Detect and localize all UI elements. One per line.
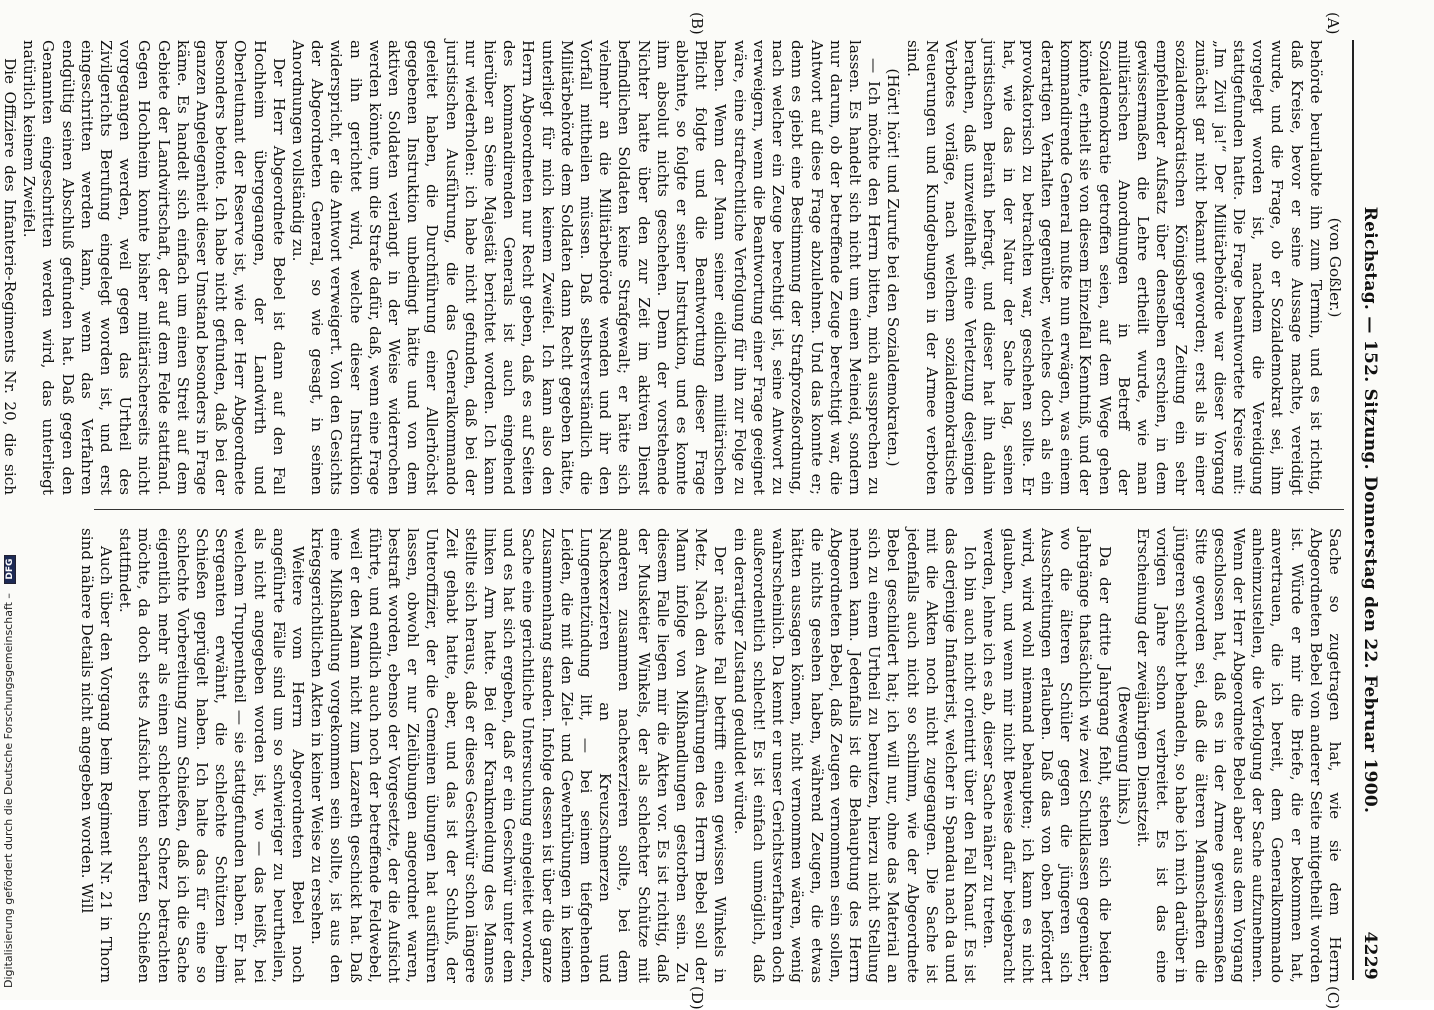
margin-marker-a: (A) [1324,12,1342,35]
header-title: Reichstag. — 152. Sitzung. Donnerstag den 22. Februar 1900. [1360,206,1380,814]
paragraph: Der Herr Abgeordnete Bebel ist dann auf den Fall Hochheim übergegangen, der Landwirth und Oberleutnant der Reserve ist, wie der Herr Abgeordnete besonders betonte. Ich habe nicht gefunden, daß bei der ganzen Angelegenheit dieser Umstand besonders in Frage käme. Es handelt sich einfach um einen Streit auf dem Gebiete der Landwirtschaft, der auf dem Felde stattfand. Gegen Hochheim konnte bisher militärischerseits nicht vorgegangen werden, weil gegen das Urtheil des Zivilgerichts Berufung eingelegt worden ist, und erst eingeschritten werden kann, wenn das Verfahren endgültig seinen Abschluß gefunden hat. Daß gegen den Genannten eingeschritten werden wird, das unterliegt natürlich keinem Zweifel. [20,40,288,495]
margin-marker-b: (B) [688,12,706,35]
margin-marker-c: (C) [1324,986,1342,1010]
interjection: (Hört! hört! und Zurufe bei den Sozialdemokraten.) [884,68,903,467]
paragraph: Auch über den Vorgang beim Regiment Nr. 21 in Thorn sind nähere Details nicht angegeben worden. Will [77,528,115,983]
funding-footer-text-wrap [2,268,20,988]
funding-footer [0,276,32,996]
dfg-logo: DFG [4,555,16,584]
paragraph: Weitere vom Herrn Abgeordneten Bebel noch angeführte Fälle sind um so schwieriger zu beurtheilen, als nicht angegeben worden ist, wo — das heißt, bei welchem Truppentheil — sie stattgefunden haben. Er hat Sergeanten erwähnt, die schlechte Schützen beim Schießen geprügelt haben. Ich halte das für eine so schlechte Vorbereitung zum Schießen, daß ich die Sache eigentlich mehr als einen schlechten Scherz betrachten möchte, da doch stets Aufsicht beim scharfen Schießen stattfindet. [116,528,308,983]
funding-text: Digitalisierung gefördert durch die Deutsche Forschungsgemeinschaft – [2,593,15,988]
paragraph: Der nächste Fall betrifft einen gewissen Winkels in Metz. Nach den Ausführungen des Herrn Bebel soll der Mann infolge von Mißhandlungen gestorben sein. Zu diesem Falle liegen mir die Akten vor. Es ist richtig, daß der Musketier Winkels, der als schlechter Schütze mit anderen zusammen nachexerzieren sollte, bei dem Nachexerzieren an Kreuzschmerzen und Lungenentzündung litt, — bei seinem tiefgehenden Leiden, die mit den Ziel- und Gewehrübungen in keinem Zusammenhang standen. Infolge dessen ist über die ganze Sache eine gerichtliche Untersuchung eingeleitet worden, und es hat sich ergeben, daß er ein Geschwür unter dem linken Arm hatte. Bei der Krankmeldung des Mannes stellte sich heraus, daß er dieses Geschwür schon längere Zeit gehabt hatte, aber, und das ist der Schluß, der Unteroffizier, der die Gemeinen übungen hat ausführen lassen, obwohl er nur Zielübungen angeordnet waren, bestraft worden, ebenso der Vorgesetzte, der die Aufsicht führte, und endlich auch noch der betreffende Feldwebel, weil er den Mann nicht zum Lazareth geschickt hat. Daß eine Mißhandlung vorgekommen sein sollte, ist aus den kriegsgerichtlichen Akten in keiner Weise zu ersehen. [308,528,730,983]
column-rule [94,509,1344,510]
paragraph: — Ich möchte den Herrn bitten, mich aussprechen zu lassen. Es handelt sich nicht um einen Meineid, sondern nur darum, ob der betreffende Zeuge berechtigt war, die Antwort auf diese Frage abzulehnen. Und das konnte er; denn es giebt eine Bestimmung der Strafprozeßordnung, nach welcher ein Zeuge berechtigt ist, seine Antwort zu verweigern, wenn die Beantwortung einer Frage geeignet wäre, eine strafrechtliche Verfolgung für ihn zur Folge zu haben. Wenn der Mann seiner eidlichen militärischen Pflicht folgte und die Beantwortung dieser Frage ablehnte, so folgte er seiner Instruktion, und es konnte ihm absolut nichts geschehen. Denn der vorstehende Nichter hatte über den zur Zeit im aktiven Dienst befindlichen Soldaten keine Strafgewalt; er hätte sich vielmehr an die Militärbehörde wenden und ihr den Vorfall mittheilen müssen. Daß selbstverständlich die Militärbehörde dem Soldaten dann Recht gegeben hätte, unterliegt für mich keinem Zweifel. Ich kann also den Herrn Abgeordneten nur Recht geben, daß es auf Seiten des kommandirenden Generals ist auch eingehend hierüber an Seine Majestät berichtet worden. Ich kann nur wiederholen: ich habe nicht gefunden, daß bei der juristischen Ausführung, die das Generalkommando geleitet haben, die Durchführung einer Allerhöchst gegebenen Instruktion unbedingt hätte und von dem aktiven Soldaten verlangt in der Weise widerrochen werden könnte, um die Strafe dafür, daß, wenn eine Frage an ihn gerichtet wird, welche dieser Instruktion widerspricht, er die Antwort verweigert. Von den Gesichts der Abgeordneten General, so wie gesagt, in seinen Anordnungen vollständig zu. [289,40,884,495]
paragraph: Sache so zugetragen hat, wie sie dem Herrn Abgeordneten Bebel von anderer Seite mitgetheilt worden ist. Würde er mir die Briefe, die er bekommen hat, anvertrauen, die ich bereit, dem Generalkommando anheimzustellen, die Verfolgung der Sache aufzunehmen. Wenn der Herr Abgeordnete Bebel aber aus dem Vorgang geschlossen hat, daß es in der Armee gewissermaßen Sitte geworden sei, daß die älteren Mannschaften die jüngeren schlecht behandeln, so habe ich mich darüber in vorigen Jahre schon verbreitet. Es ist das eine Erscheinung der zweijährigen Dienstzeit. [1133,528,1344,983]
paragraph: Die Offiziere des Infanterie-Regiments Nr. 20, die sich [0,58,19,495]
page-number: 4229 [1360,931,1380,980]
paragraph: Da der dritte Jahrgang fehlt, stehen sich die beiden Jahrgänge thatsächlich wie zwei Schulklassen gegenüber, wo die älteren Schüler gegen die jüngeren sich Ausschreitungen erlauben. Daß das von oben befördert wird, wird wohl niemand behaupten; ich kann es nicht glauben, und wenn mir nicht Beweise dafür beigebracht werden, lehne ich es ab, dieser Sache näher zu treten. [980,528,1114,983]
margin-marker-d: (D) [688,986,706,1010]
right-column [77,528,1344,983]
speaker-label: (von Goßler.) [1326,217,1344,318]
header-rule [1352,40,1354,980]
left-column [0,40,1344,495]
paragraph: behörde beurlaubte ihn zum Termin, und es ist richtig, daß Kreise, bevor er seine Aussage machte, vereidigt wurde, und die Frage, ob er Sozialdemokrat sei, ihm vorgelegt worden ist, nachdem die Vereidigung stattgefunden hatte. Die Frage beantwortete Kreise mit: „Im Zivil ja!“ Der Militärbehörde war dieser Vorgang zunächst gar nicht bekannt geworden; erst als in einer sozialdemokratischen Königsberger Zeitung ein sehr empfehlender Aufsatz über denselben erschien, in dem gewissermaßen die Lehre ertheilt wurde, wie man militärischen Anordnungen in Betreff der Sozialdemokratie getroffen seien, auf dem Wege gehen könnte, erhielt sie von diesem Einzelfall Kenntniß, und der kommandirende General mußte nun erwägen, was einem derartigen Verhalten gegenüber, welches doch als ein provokatorisch zu betrachten war, geschehen sollte. Er hat, wie das in der Natur der Sache lag, seinen juristischen Beirath befragt, und dieser hat ihn dahin berathen, daß unzweifelhaft eine Verletzung desjenigen Verbotes vorläge, nach welchem sozialdemokratische Neuerungen und Kundgebungen in der Armee verboten sind. [903,40,1325,495]
page-header [1352,40,1382,980]
interjection: (Bewegung links.) [1114,685,1133,826]
paragraph: Ich bin auch nicht orientirt über den Fall Knauf. Es ist das derjenige Infanterist, welcher in Spandau nach da und mit die Akten noch nicht zugegangen. Die Sache ist jedenfalls auch nicht so schlimm, wie der Abgeordnete Bebel geschildert hat; ich will nur, ohne das Material an sich zu einem Urtheil zu benutzen, hierzu nicht Stellung nehmen kann. Jedenfalls ist die Behauptung des Herrn Abgeordneten Bebel, daß Zeugen vernommen sein sollen, die nichts gesehen haben, während Zeugen, die etwas hätten aussagen können, nicht vernommen wären, wenig wahrscheinlich. Da kennt er unser Gerichtsverfahren doch außerordentlich schlecht! Es ist einfach unmöglich, daß ein derartiger Zustand geduldet würde. [730,528,980,983]
